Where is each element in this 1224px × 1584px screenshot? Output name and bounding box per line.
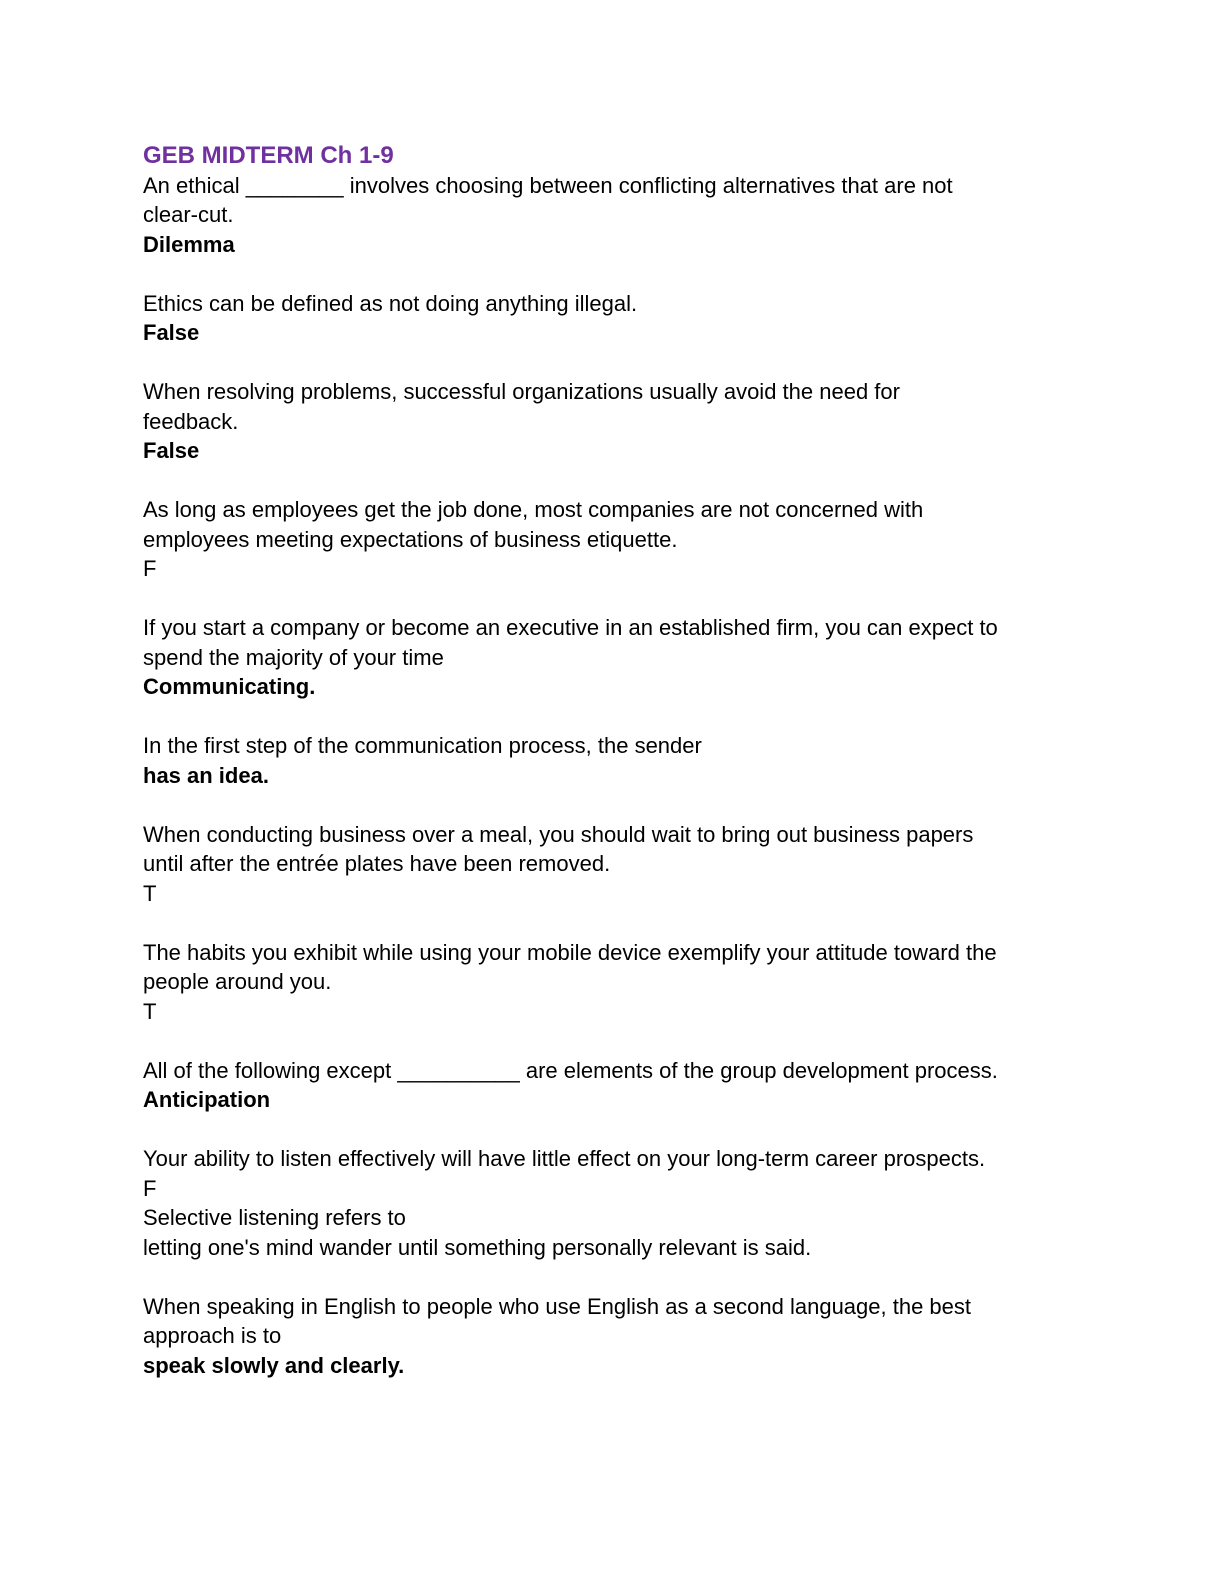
question-line: feedback. [143,408,239,434]
question-line: Selective listening refers to [143,1205,406,1230]
question-line: When conducting business over a meal, you should wait to bring out business papers [143,821,974,847]
question-line: When resolving problems, successful organizations usually avoid the need for [143,379,900,404]
question-line: employees meeting expectations of business etiquette. [143,526,678,552]
qa-block [143,820,1104,938]
answer-line: T [143,880,157,906]
qa-list [143,171,1104,1381]
blank-line [143,908,1104,938]
answer-line: speak slowly and clearly. [143,1352,405,1378]
qa-block [143,289,1104,378]
question-line: In the first step of the communication process, the sender [143,733,702,758]
qa-block [143,613,1104,731]
question-line: clear-cut. [143,202,234,227]
qa-block [143,377,1104,495]
blank-line [143,259,1104,289]
blank-line [143,584,1104,614]
blank-line [143,466,1104,496]
answer-line: T [143,998,157,1024]
answer-line: letting one's mind wander until something personally relevant is said. [143,1234,812,1260]
question-line: Your ability to listen effectively will have little effect on your long-term career prospects. [143,1146,986,1171]
question-line: As long as employees get the job done, most companies are not concerned with [143,497,924,522]
qa-block [143,1056,1104,1145]
qa-block [143,495,1104,613]
question-line: All of the following except __________ are elements of the group development process. [143,1057,998,1083]
answer-line: Dilemma [143,231,235,257]
question-line: The habits you exhibit while using your mobile device exemplify your attitude toward the [143,939,997,965]
question-line: Ethics can be defined as not doing anything illegal. [143,290,638,316]
page-title: GEB MIDTERM Ch 1-9 [143,142,394,169]
question-line: When speaking in English to people who use English as a second language, the best [143,1293,972,1319]
answer-line: has an idea. [143,762,269,788]
blank-line [143,790,1104,820]
answer-line: F [143,1175,157,1201]
question-line: An ethical ________ involves choosing between conflicting alternatives that are not [143,172,953,198]
blank-line [143,702,1104,732]
blank-line [143,1115,1104,1145]
qa-block [143,1144,1104,1203]
question-line: people around you. [143,969,332,994]
blank-line [143,1262,1104,1292]
question-line: approach is to [143,1323,282,1348]
blank-line [143,348,1104,378]
question-line: until after the entrée plates have been removed. [143,851,611,876]
qa-block [143,1292,1104,1381]
answer-line: F [143,556,157,581]
qa-block [143,938,1104,1056]
question-line: spend the majority of your time [143,644,444,670]
answer-line: Communicating. [143,674,316,699]
qa-block [143,1203,1104,1292]
qa-block [143,171,1104,289]
answer-line: False [143,438,200,463]
answer-line: Anticipation [143,1087,271,1112]
blank-line [143,1026,1104,1056]
question-line: If you start a company or become an executive in an established firm, you can expect to [143,615,998,640]
answer-line: False [143,320,200,345]
qa-block [143,731,1104,820]
